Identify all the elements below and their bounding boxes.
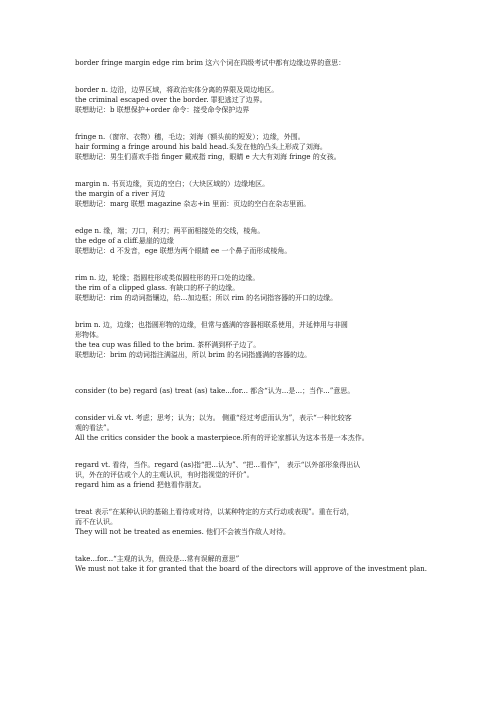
take-for-example: We must not take it for granted that the board of the directors will approve of the investment plan. [75, 565, 428, 573]
take-for-definition: take...for...“主观的认为，假设是…常有误解的意思” [75, 555, 240, 563]
intro-line: border fringe margin edge rim brim 这六个词在四级考试中都有边缘边界的意思： [75, 59, 346, 67]
consider-definition-cont: 观的看法”。 [75, 424, 114, 432]
brim-mnemonic: 联想助记：brim 的动词指注满溢出，所以 brim 的名词指盛满的容器的边。 [75, 351, 312, 359]
border-example: the criminal escaped over the border. 罪犯逃过了边界。 [75, 96, 267, 104]
brim-definition: brim n. 边，边缘；也指圆形物的边缘，但常与盛满的容器相联系使用，并延伸用与非圆 [75, 321, 348, 329]
regard-example: regard him as a friend 把他看作朋友。 [75, 481, 206, 489]
consider-definition: consider vi.& vt. 考虑；思考；认为；以为。 侧重“经过考虑而认为”，表示“一种比较客 [75, 414, 352, 422]
rim-example: the rim of a clipped glass. 有缺口的杯子的边缘。 [75, 284, 240, 292]
margin-definition: margin n. 书页边缘，页边的空白；（大块区域的）边缘地区。 [75, 180, 270, 188]
rim-mnemonic: 联想助记：rim 的动词指镶边，给…加边框；所以 rim 的名词指容器的开口的边缘。 [75, 294, 338, 302]
border-definition: border n. 边沿，边界区域，将政治实体分离的界限及周边地区。 [75, 86, 279, 94]
edge-mnemonic: 联想助记：d 不发音，ege 联想为两个眼睛 ee 一个鼻子而形成棱角。 [75, 247, 292, 255]
treat-example: They will not be treated as enemies. 他们不会被当作敌人对待。 [75, 528, 291, 536]
border-mnemonic: 联想助记：b 联想保护+order 命令：接受命令保护边界 [75, 106, 250, 114]
regard-definition: regard vt. 看待，当作。regard (as)指“把...认为”、“把...看作”， 表示“以外部形象得出认 [75, 461, 361, 469]
consider-group-intro: consider (to be) regard (as) treat (as) take...for... 都含“认为...是...；当作...”意思。 [75, 387, 355, 395]
document-body [75, 58, 475, 574]
treat-definition-cont: 而不在认识。 [75, 518, 117, 526]
edge-example: the edge of a cliff.悬崖的边缘 [75, 237, 174, 245]
margin-example: the margin of a river 河边 [75, 190, 165, 198]
consider-example: All the critics consider the book a masterpiece.所有的评论家都认为这本书是一本杰作。 [75, 434, 369, 442]
margin-mnemonic: 联想助记：marg 联想 magazine 杂志+in 里面：页边的空白在杂志里面。 [75, 200, 311, 208]
fringe-mnemonic: 联想助记：男生们喜欢手指 finger 戴戒指 ring，眼睛 e 大大有刘海 fringe 的女孩。 [75, 153, 341, 161]
edge-definition: edge n. 缘，端；刀口，利刃；两平面相接处的交线，棱角。 [75, 227, 265, 235]
treat-definition: treat 表示“在某种认识的基础上看待或对待，以某种特定的方式行动或表现”。重在行动， [75, 508, 354, 516]
brim-example: the tea cup was filled to the brim. 茶杯满到杯子边了。 [75, 341, 261, 349]
brim-definition-cont: 形物体。 [75, 331, 103, 339]
fringe-definition: fringe n.（窗帘、衣物）穗，毛边；刘海（额头前的短发）；边缘，外围。 [75, 133, 305, 141]
rim-definition: rim n. 边，轮缘；指圆柱形或类似圆柱形的开口处的边缘。 [75, 274, 260, 282]
regard-definition-cont: 识，外在的评估或个人的主观认识，有时指视觉的评价”。 [75, 471, 254, 479]
fringe-example: hair forming a fringe around his bald head.头发在他的凸头上形成了刘海。 [75, 143, 327, 151]
